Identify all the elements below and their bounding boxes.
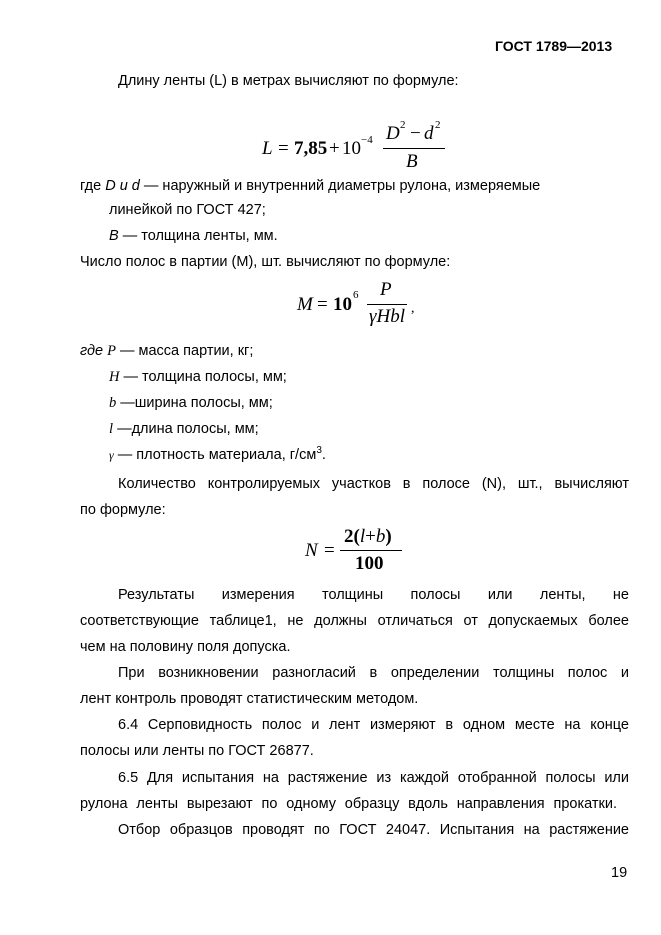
tape-thickness-description: — толщина ленты, мм.	[122, 228, 278, 244]
paragraph-6-4-line1: 6.4 Серповидность полос и лент измеряют в одном месте на конце	[118, 717, 629, 733]
page-number: 19	[611, 865, 628, 881]
document-standard-header: ГОСТ 1789—2013	[495, 38, 613, 54]
mass-variable-p: P	[107, 343, 116, 359]
paragraph-disagreements-line1: При возникновении разногласий в определении толщины полос и	[118, 665, 629, 681]
paragraph-control-sections-line2: по формуле:	[80, 502, 166, 518]
formula-n-num-l: l	[359, 526, 366, 547]
formula-l-plus: +	[329, 138, 340, 159]
thickness-variable-b: В	[109, 228, 119, 244]
formula-m-denominator: γHbl	[369, 306, 405, 327]
paragraph-control-sections-line1: Количество контролируемых участков в полосе (N), шт., вычисляют	[118, 476, 629, 492]
paragraph-results-line1: Результаты измерения толщины полосы или ленты, не	[118, 587, 629, 603]
formula-l-numerator-d-outer: D	[386, 123, 400, 144]
paragraph-sampling-line1: Отбор образцов проводят по ГОСТ 24047. Испытания на растяжение	[118, 822, 629, 838]
thickness-variable-h: H	[109, 369, 120, 385]
formula-l-coefficient: 7,85	[294, 138, 328, 159]
where-word-2: где	[80, 343, 104, 359]
length-variable-l: l	[109, 421, 114, 437]
formula-m-power-base: 10	[333, 294, 352, 315]
paragraph-6-5-line2: рулона ленты вырезают по одному образцу вдоль направления прокатки.	[80, 796, 617, 812]
diameters-description-continued: линейкой по ГОСТ 427;	[109, 202, 266, 218]
formula-l-fraction-bar	[383, 148, 445, 149]
where-word: где	[80, 178, 102, 194]
formula-m-fraction-bar	[367, 304, 407, 305]
formula-l-numerator-minus: −	[410, 123, 421, 144]
formula-m-lhs: M	[297, 294, 313, 315]
formula-n-num-b: b	[375, 526, 386, 547]
density-line	[109, 447, 326, 463]
mass-description: — масса партии, кг;	[120, 343, 254, 359]
paragraph-6-4-line2: полосы или ленты по ГОСТ 26877.	[80, 743, 314, 759]
formula-n-denominator: 100	[355, 553, 384, 574]
where-diameters-line	[80, 178, 540, 194]
strip-length-line	[109, 421, 259, 437]
formula-l-numerator-exp1: 2	[400, 119, 406, 131]
diameters-description: — наружный и внутренний диаметры рулона, измеряемые	[143, 178, 541, 194]
formula-n-fraction-bar	[340, 550, 402, 551]
paragraph-results-line3: чем на половину поля допуска.	[80, 639, 291, 655]
formula-l-equals: =	[278, 138, 289, 159]
density-unit-superscript: 3	[316, 445, 322, 457]
width-variable-b: b	[109, 395, 117, 411]
formula-n-num-plus: +	[365, 526, 376, 547]
paragraph-tape-length-intro: Длину ленты (L) в метрах вычисляют по формуле:	[118, 73, 459, 89]
formula-n-lhs: N	[305, 540, 318, 561]
formula-l-lhs: L	[262, 138, 273, 159]
formula-m-comma: ,	[411, 301, 415, 316]
strip-width-description: —ширина полосы, мм;	[120, 395, 273, 411]
formula-l-power-base: 10	[342, 138, 361, 159]
formula-m-numerator: P	[380, 279, 392, 300]
tape-thickness-line	[109, 228, 278, 244]
formula-l-power-exponent: −4	[361, 134, 373, 146]
strip-thickness-line	[109, 369, 287, 385]
strip-width-line	[109, 395, 273, 411]
formula-m-power-exponent: 6	[353, 289, 359, 301]
formula-n-num-open: 2(	[344, 526, 360, 547]
formula-n-equals: =	[324, 540, 335, 561]
density-description: — плотность материала, г/см	[117, 447, 317, 463]
paragraph-disagreements-line2: лент контроль проводят статистическим методом.	[80, 691, 419, 707]
density-period: .	[321, 447, 326, 463]
formula-l-denominator: B	[406, 151, 418, 172]
strip-length-description: —длина полосы, мм;	[117, 421, 259, 437]
paragraph-results-line2: соответствующие таблице1, не должны отличаться от допускаемых более	[80, 613, 629, 629]
formula-m-equals: =	[317, 294, 328, 315]
density-variable-gamma: γ	[109, 448, 114, 462]
diameters-variables: D и d	[105, 178, 140, 194]
formula-n-num-close: )	[385, 526, 392, 547]
formula-n-numerator	[344, 526, 392, 548]
formula-l-numerator-exp2: 2	[435, 119, 441, 131]
strip-thickness-description: — толщина полосы, мм;	[123, 369, 287, 385]
paragraph-strip-count-intro: Число полос в партии (М), шт. вычисляют по формуле:	[80, 254, 451, 270]
paragraph-6-5-line1: 6.5 Для испытания на растяжение из каждой отобранной полосы или	[118, 770, 629, 786]
where-mass-line	[80, 343, 253, 359]
formula-l-numerator-d-inner: d	[424, 123, 434, 144]
